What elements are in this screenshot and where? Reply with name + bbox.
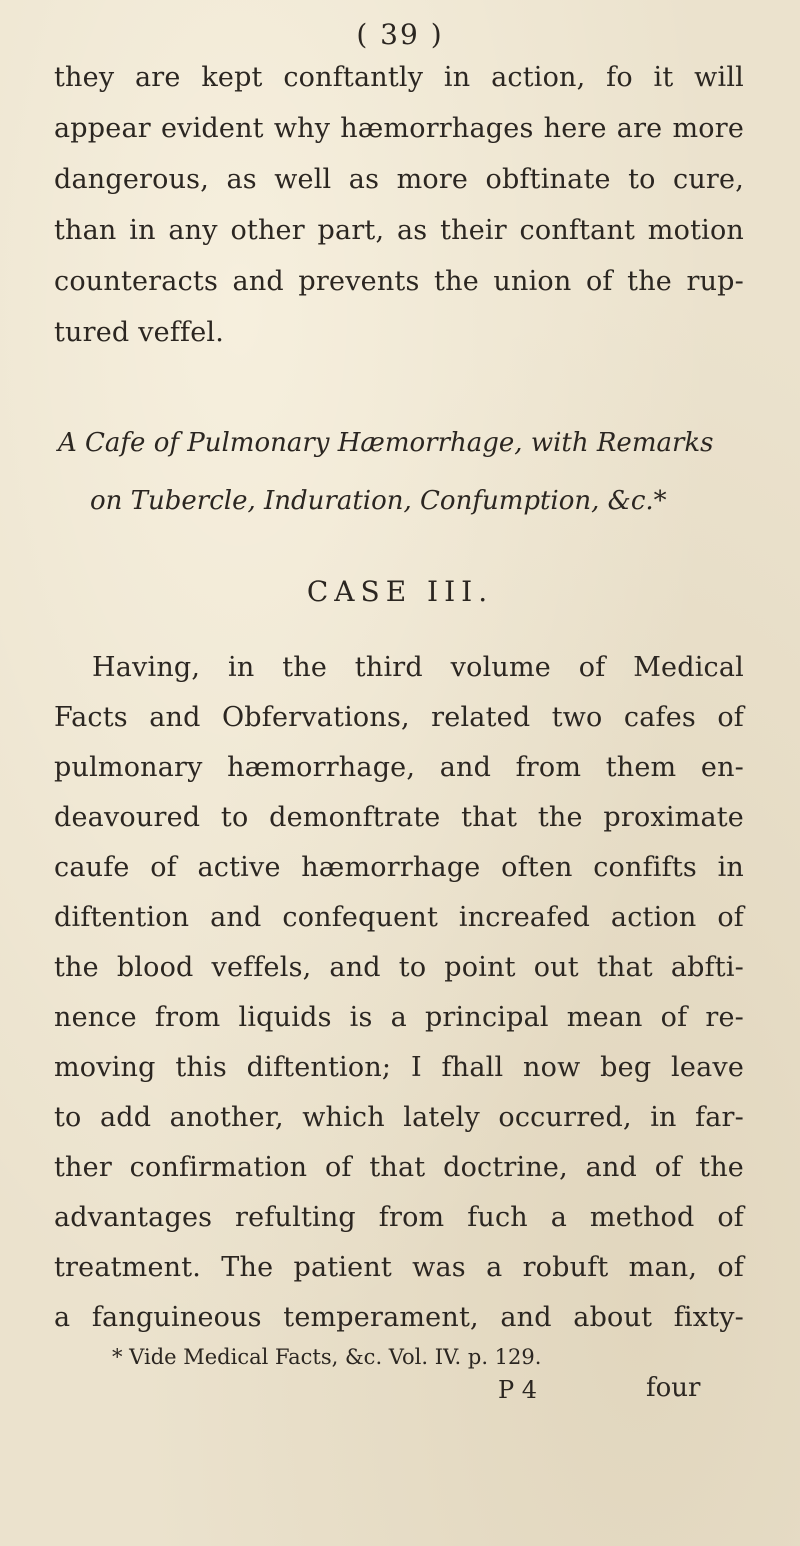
case-line: deavoured to demonftrate that the proximate — [54, 802, 744, 833]
continuation-line: tured veffel. — [54, 317, 225, 348]
continuation-line: they are kept conftantly in action, fo it will — [54, 62, 744, 93]
section-title-line: A Cafe of Pulmonary Hæmorrhage, with Remarks — [58, 428, 714, 458]
continuation-line: dangerous, as well as more obftinate to cure, — [54, 164, 744, 195]
page-number-header: ( 39 ) — [356, 18, 444, 51]
continuation-line: counteracts and prevents the union of the rup- — [54, 266, 744, 297]
case-line: pulmonary hæmorrhage, and from them en- — [54, 752, 744, 783]
case-line: ther confirmation of that doctrine, and of the — [54, 1152, 744, 1183]
case-heading: CASE III. — [306, 575, 494, 608]
case-line: caufe of active hæmorrhage often confifts in — [54, 852, 744, 883]
footnote: * Vide Medical Facts, &c. Vol. IV. p. 129. — [112, 1345, 542, 1369]
continuation-line: than in any other part, as their conftant motion — [54, 215, 744, 246]
case-line: Facts and Obfervations, related two cafes of — [54, 702, 744, 733]
catchword: four — [646, 1373, 701, 1403]
case-line: diftention and confequent increafed action of — [54, 902, 744, 933]
signature-mark: P 4 — [498, 1376, 538, 1404]
continuation-line: appear evident why hæmorrhages here are more — [54, 113, 744, 144]
section-title-line: on Tubercle, Induration, Confumption, &c.* — [90, 486, 667, 516]
case-line: to add another, which lately occurred, in far- — [54, 1102, 744, 1133]
case-line: a fanguineous temperament, and about fixty- — [54, 1302, 744, 1333]
case-line: the blood veffels, and to point out that abfti- — [54, 952, 744, 983]
case-line: Having, in the third volume of Medical — [92, 652, 744, 683]
case-line: treatment. The patient was a robuft man, of — [54, 1252, 744, 1283]
case-line: moving this diftention; I fhall now beg leave — [54, 1052, 744, 1083]
case-line: nence from liquids is a principal mean of re- — [54, 1002, 744, 1033]
case-line: advantages refulting from fuch a method of — [54, 1202, 744, 1233]
